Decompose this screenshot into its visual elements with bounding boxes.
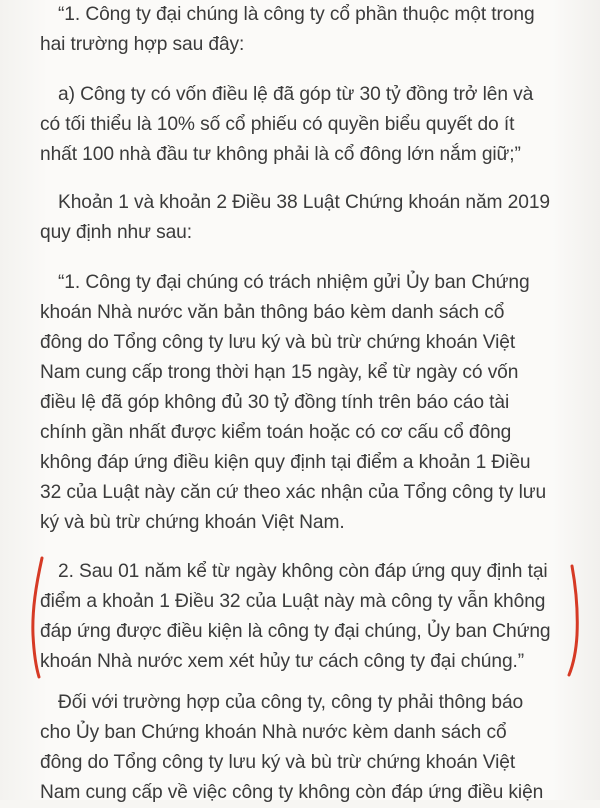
- text-line: khoán Nhà nước văn bản thông báo kèm danh sách cổ: [40, 302, 505, 323]
- text-line: điểm a khoản 1 Điều 32 của Luật này mà công ty vẫn không: [40, 591, 546, 612]
- text-line: cho Ủy ban Chứng khoán Nhà nước kèm danh sách cổ: [40, 722, 507, 743]
- text-line: có tối thiểu là 10% số cổ phiếu có quyền biểu quyết do ít: [40, 114, 515, 135]
- text-line: đông do Tổng công ty lưu ký và bù trừ chứng khoán Việt: [40, 752, 516, 773]
- text-line: hai trường hợp sau đây:: [40, 34, 245, 55]
- text-line: Đối với trường hợp của công ty, công ty phải thông báo: [58, 692, 524, 713]
- text-line: đáp ứng được điều kiện là công ty đại chúng, Ủy ban Chứng: [40, 621, 551, 642]
- paragraph-definition-public-company: [0, 0, 600, 60]
- text-line: ký và bù trừ chứng khoán Việt Nam.: [40, 512, 345, 533]
- text-line: a) Công ty có vốn điều lệ đã góp từ 30 tỷ đồng trở lên và: [58, 84, 534, 105]
- text-line: khoán Nhà nước xem xét hủy tư cách công ty đại chúng.”: [40, 651, 525, 672]
- paragraph-article-38-clause-2-highlighted: [0, 557, 600, 677]
- red-pen-left-bracket-icon: [26, 555, 50, 680]
- text-line: 32 của Luật này căn cứ theo xác nhận của Tổng công ty lưu: [40, 482, 547, 503]
- paragraph-article-38-intro: [0, 188, 600, 248]
- text-line: không đáp ứng điều kiện quy định tại điểm a khoản 1 Điều: [40, 452, 531, 473]
- text-line: Nam cung cấp về việc công ty không còn đáp ứng điều kiện: [40, 782, 544, 803]
- text-line: chính gần nhất được kiểm toán hoặc có cơ cấu cổ đông: [40, 422, 512, 443]
- text-line: quy định như sau:: [40, 222, 192, 243]
- text-line: “1. Công ty đại chúng là công ty cổ phần thuộc một trong: [58, 4, 535, 25]
- text-line: Nam cung cấp trong thời hạn 15 ngày, kể từ ngày có vốn: [40, 362, 519, 383]
- text-line: 2. Sau 01 năm kể từ ngày không còn đáp ứng quy định tại: [58, 561, 548, 582]
- red-pen-right-bracket-icon: [560, 563, 586, 678]
- paragraph-company-case: [0, 688, 600, 808]
- text-line: nhất 100 nhà đầu tư không phải là cổ đông lớn nắm giữ;”: [40, 144, 521, 165]
- text-line: “1. Công ty đại chúng có trách nhiệm gửi Ủy ban Chứng: [58, 272, 530, 293]
- paragraph-article-38-clause-1: [0, 268, 600, 538]
- text-line: Khoản 1 và khoản 2 Điều 38 Luật Chứng khoán năm 2019: [58, 192, 550, 213]
- text-line: đông do Tổng công ty lưu ký và bù trừ chứng khoán Việt: [40, 332, 516, 353]
- text-line: điều lệ đã góp không đủ 30 tỷ đồng tính trên báo cáo tài: [40, 392, 510, 413]
- paragraph-condition-a: [0, 80, 600, 170]
